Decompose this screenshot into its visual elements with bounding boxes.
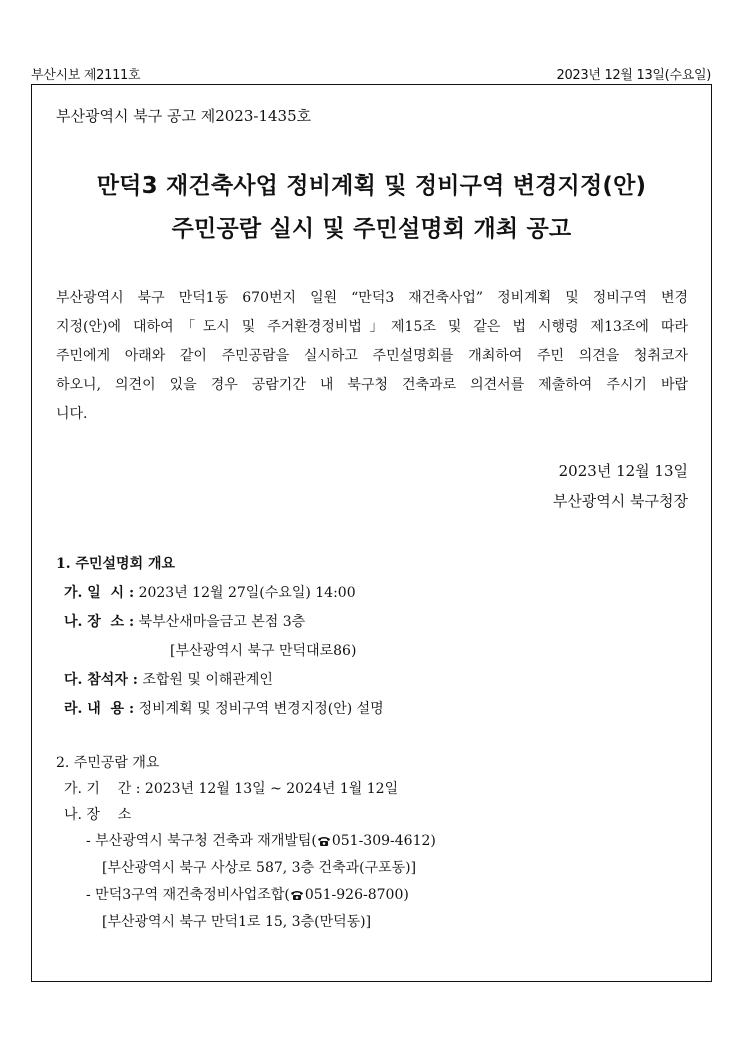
- phone-icon: [290, 890, 304, 900]
- place-2-name: - 만덕3구역 재건축정비사업조합(: [86, 887, 290, 903]
- place-1-name: - 부산광역시 북구청 건축과 재개발팀(: [86, 833, 317, 849]
- briefing-attendees-label: 다. 참석자 :: [64, 672, 138, 688]
- phone-icon: [317, 836, 331, 846]
- briefing-place-value: 북부산새마을금고 본점 3층: [138, 614, 306, 630]
- briefing-datetime-value: 2023년 12월 27일(수요일) 14:00: [138, 585, 356, 601]
- briefing-datetime-label: 가. 일 시 :: [64, 585, 135, 601]
- place-2-phone: 051-926-8700): [304, 887, 409, 903]
- briefing-place-label: 나. 장 소 :: [64, 614, 135, 630]
- body-line-3: 주민에게 아래와 같이 주민공람을 실시하고 주민설명회를 개최하여 주민 의견을 청취코자: [56, 348, 688, 364]
- briefing-content-row: [64, 698, 384, 718]
- place-1-phone: 051-309-4612): [331, 833, 436, 849]
- briefing-attendees-row: [64, 669, 273, 689]
- issuing-authority: 부산광역시 북구청장: [552, 492, 688, 510]
- inspection-place-2: [86, 884, 409, 904]
- briefing-content-value: 정비계획 및 정비구역 변경지정(안) 설명: [138, 701, 384, 717]
- bulletin-date: 2023년 12월 13일(수요일): [556, 68, 711, 83]
- inspection-place-1: [86, 830, 436, 850]
- notice-number: 부산광역시 북구 공고 제2023-1435호: [56, 107, 312, 125]
- section-2-title: 2. 주민공람 개요: [56, 755, 160, 771]
- inspection-period-row: [64, 778, 398, 798]
- bulletin-issue: 부산시보 제2111호: [31, 68, 141, 83]
- body-line-4: 하오니, 의견이 있을 경우 공람기간 내 북구청 건축과로 의견서를 제출하여 주시기 바랍: [56, 377, 688, 393]
- briefing-datetime-row: [64, 582, 356, 602]
- briefing-content-label: 라. 내 용 :: [64, 701, 135, 717]
- briefing-attendees-value: 조합원 및 이해관계인: [142, 672, 273, 688]
- title-line-1: 만덕3 재건축사업 정비계획 및 정비구역 변경지정(안): [96, 173, 647, 199]
- inspection-period-label: 가. 기 간 :: [64, 781, 141, 797]
- body-line-2: 지정(안)에 대하여「도시 및 주거환경정비법」제15조 및 같은 법 시행령 제13조에 따라: [56, 319, 688, 335]
- body-line-1: 부산광역시 북구 만덕1동 670번지 일원 “만덕3 재건축사업” 정비계획 및 정비구역 변경: [56, 290, 688, 306]
- notice-date: 2023년 12월 13일: [558, 462, 688, 480]
- body-line-5: 니다.: [56, 406, 88, 422]
- section-1-title: 1. 주민설명회 개요: [56, 556, 176, 572]
- inspection-period-value: 2023년 12월 13일 ~ 2024년 1월 12일: [144, 781, 399, 797]
- inspection-place-label: 나. 장 소: [64, 807, 132, 823]
- title-line-2: 주민공람 실시 및 주민설명회 개최 공고: [171, 216, 572, 242]
- briefing-place-address: [부산광역시 북구 만덕대로86): [170, 643, 357, 659]
- place-2-address: [부산광역시 북구 만덕1로 15, 3층(만덕동)]: [102, 914, 372, 930]
- briefing-place-row: [64, 611, 305, 631]
- place-1-address: [부산광역시 북구 사상로 587, 3층 건축과(구포동)]: [102, 860, 417, 876]
